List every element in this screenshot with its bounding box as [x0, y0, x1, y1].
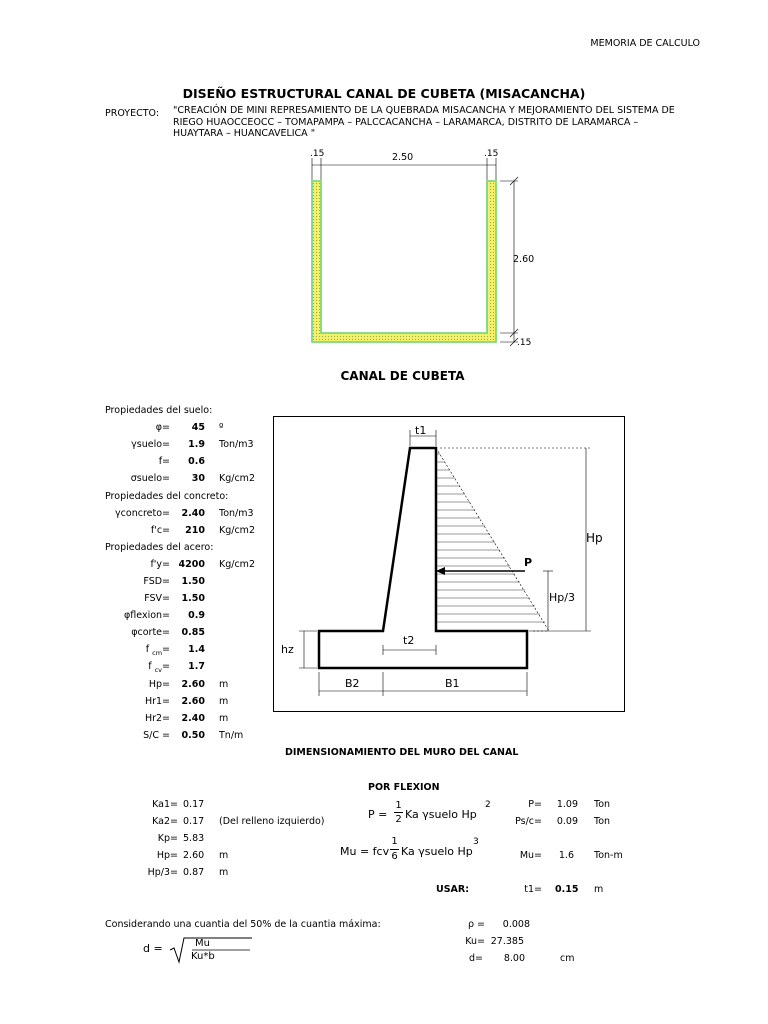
- result-label: P=: [528, 799, 542, 810]
- page-title: DISEÑO ESTRUCTURAL CANAL DE CUBETA (MISACANCHA): [182, 86, 586, 101]
- dim-left-wall: .15: [310, 149, 325, 159]
- project-line: "CREACIÓN DE MINI REPRESAMIENTO DE LA QUEBRADA MISACANCHA Y MEJORAMIENTO DEL SISTEMA DE: [173, 105, 675, 116]
- result-label: Mu=: [519, 850, 542, 861]
- t1-value: 0.15: [555, 884, 579, 895]
- flexion-title: POR FLEXION: [368, 782, 440, 793]
- canal-section-drawing: [300, 140, 550, 360]
- sqrt-sign: [170, 936, 260, 966]
- result-label: Ps/c=: [515, 816, 542, 827]
- flexion-unit: m: [219, 850, 229, 861]
- label-p: P: [524, 556, 533, 569]
- cuantia-label: Ku=: [465, 936, 485, 947]
- concrete-heading: Propiedades del concreto:: [105, 491, 229, 502]
- flexion-value: 2.60: [183, 850, 205, 861]
- result-value: 0.09: [556, 816, 578, 827]
- dim-right-wall: .15: [484, 149, 499, 159]
- project-line: RIEGO HUAOCCEOCC – TOMAPAMPA – PALCCACANCHA – LARAMARCA, DISTRITO DE LARAMARCA –: [173, 116, 639, 128]
- cuantia-unit: cm: [560, 953, 575, 964]
- cuantia-text: Considerando una cuantia del 50% de la cuantia máxima:: [105, 919, 381, 930]
- project-label: PROYECTO:: [105, 108, 160, 119]
- dimensioning-title: DIMENSIONAMIENTO DEL MURO DEL CANAL: [285, 747, 519, 758]
- result-unit: Ton: [594, 799, 611, 810]
- dim-width: 2.50: [392, 152, 414, 163]
- result-value: 1.09: [556, 799, 578, 810]
- header-memoria: MEMORIA DE CALCULO: [590, 38, 700, 49]
- flexion-value: 0.87: [183, 867, 205, 878]
- label-hp: Hp: [586, 531, 603, 545]
- flexion-label: Kp=: [157, 833, 178, 844]
- flexion-unit: m: [219, 867, 229, 878]
- soil-heading: Propiedades del suelo:: [105, 405, 213, 416]
- result-unit: Ton: [594, 816, 611, 827]
- formula-d: d = Mu Ku*b: [143, 936, 263, 966]
- result-value: 1.6: [558, 850, 574, 861]
- canal-concrete-fill: [312, 181, 496, 342]
- steel-heading: Propiedades del acero:: [105, 542, 214, 553]
- canal-outline: [312, 181, 496, 342]
- label-b2: B2: [345, 677, 360, 690]
- label-b1: B1: [445, 677, 460, 690]
- section-title: CANAL DE CUBETA: [340, 369, 465, 383]
- label-hp3: Hp/3: [549, 591, 575, 604]
- usar-label: USAR:: [436, 884, 470, 895]
- cuantia-value: 27.385: [490, 936, 524, 947]
- dim-height: 2.60: [513, 254, 535, 265]
- flexion-label: Hp/3=: [147, 867, 178, 878]
- cuantia-label: ρ =: [467, 919, 485, 930]
- label-hz: hz: [281, 643, 294, 656]
- project-line: HUAYTARA – HUANCAVELICA ": [173, 128, 316, 139]
- t1-unit: m: [594, 884, 604, 895]
- flexion-label: Hp=: [156, 850, 178, 861]
- retaining-wall-drawing: [273, 416, 625, 712]
- flexion-value: 5.83: [183, 833, 205, 844]
- flexion-value: 0.17: [183, 816, 205, 827]
- result-unit: Ton-m: [594, 850, 623, 861]
- cuantia-value: 8.00: [503, 953, 525, 964]
- flexion-note: (Del relleno izquierdo): [219, 816, 325, 827]
- t1-label: t1=: [524, 884, 542, 895]
- dim-base: .15: [517, 338, 532, 348]
- label-t2: t2: [403, 634, 415, 647]
- flexion-value: 0.17: [183, 799, 205, 810]
- label-t1: t1: [415, 424, 427, 437]
- cuantia-value: 0.008: [502, 919, 530, 930]
- flexion-label: Ka1=: [152, 799, 178, 810]
- project-description: [173, 105, 675, 140]
- cuantia-label: d=: [469, 953, 483, 964]
- flexion-label: Ka2=: [152, 816, 178, 827]
